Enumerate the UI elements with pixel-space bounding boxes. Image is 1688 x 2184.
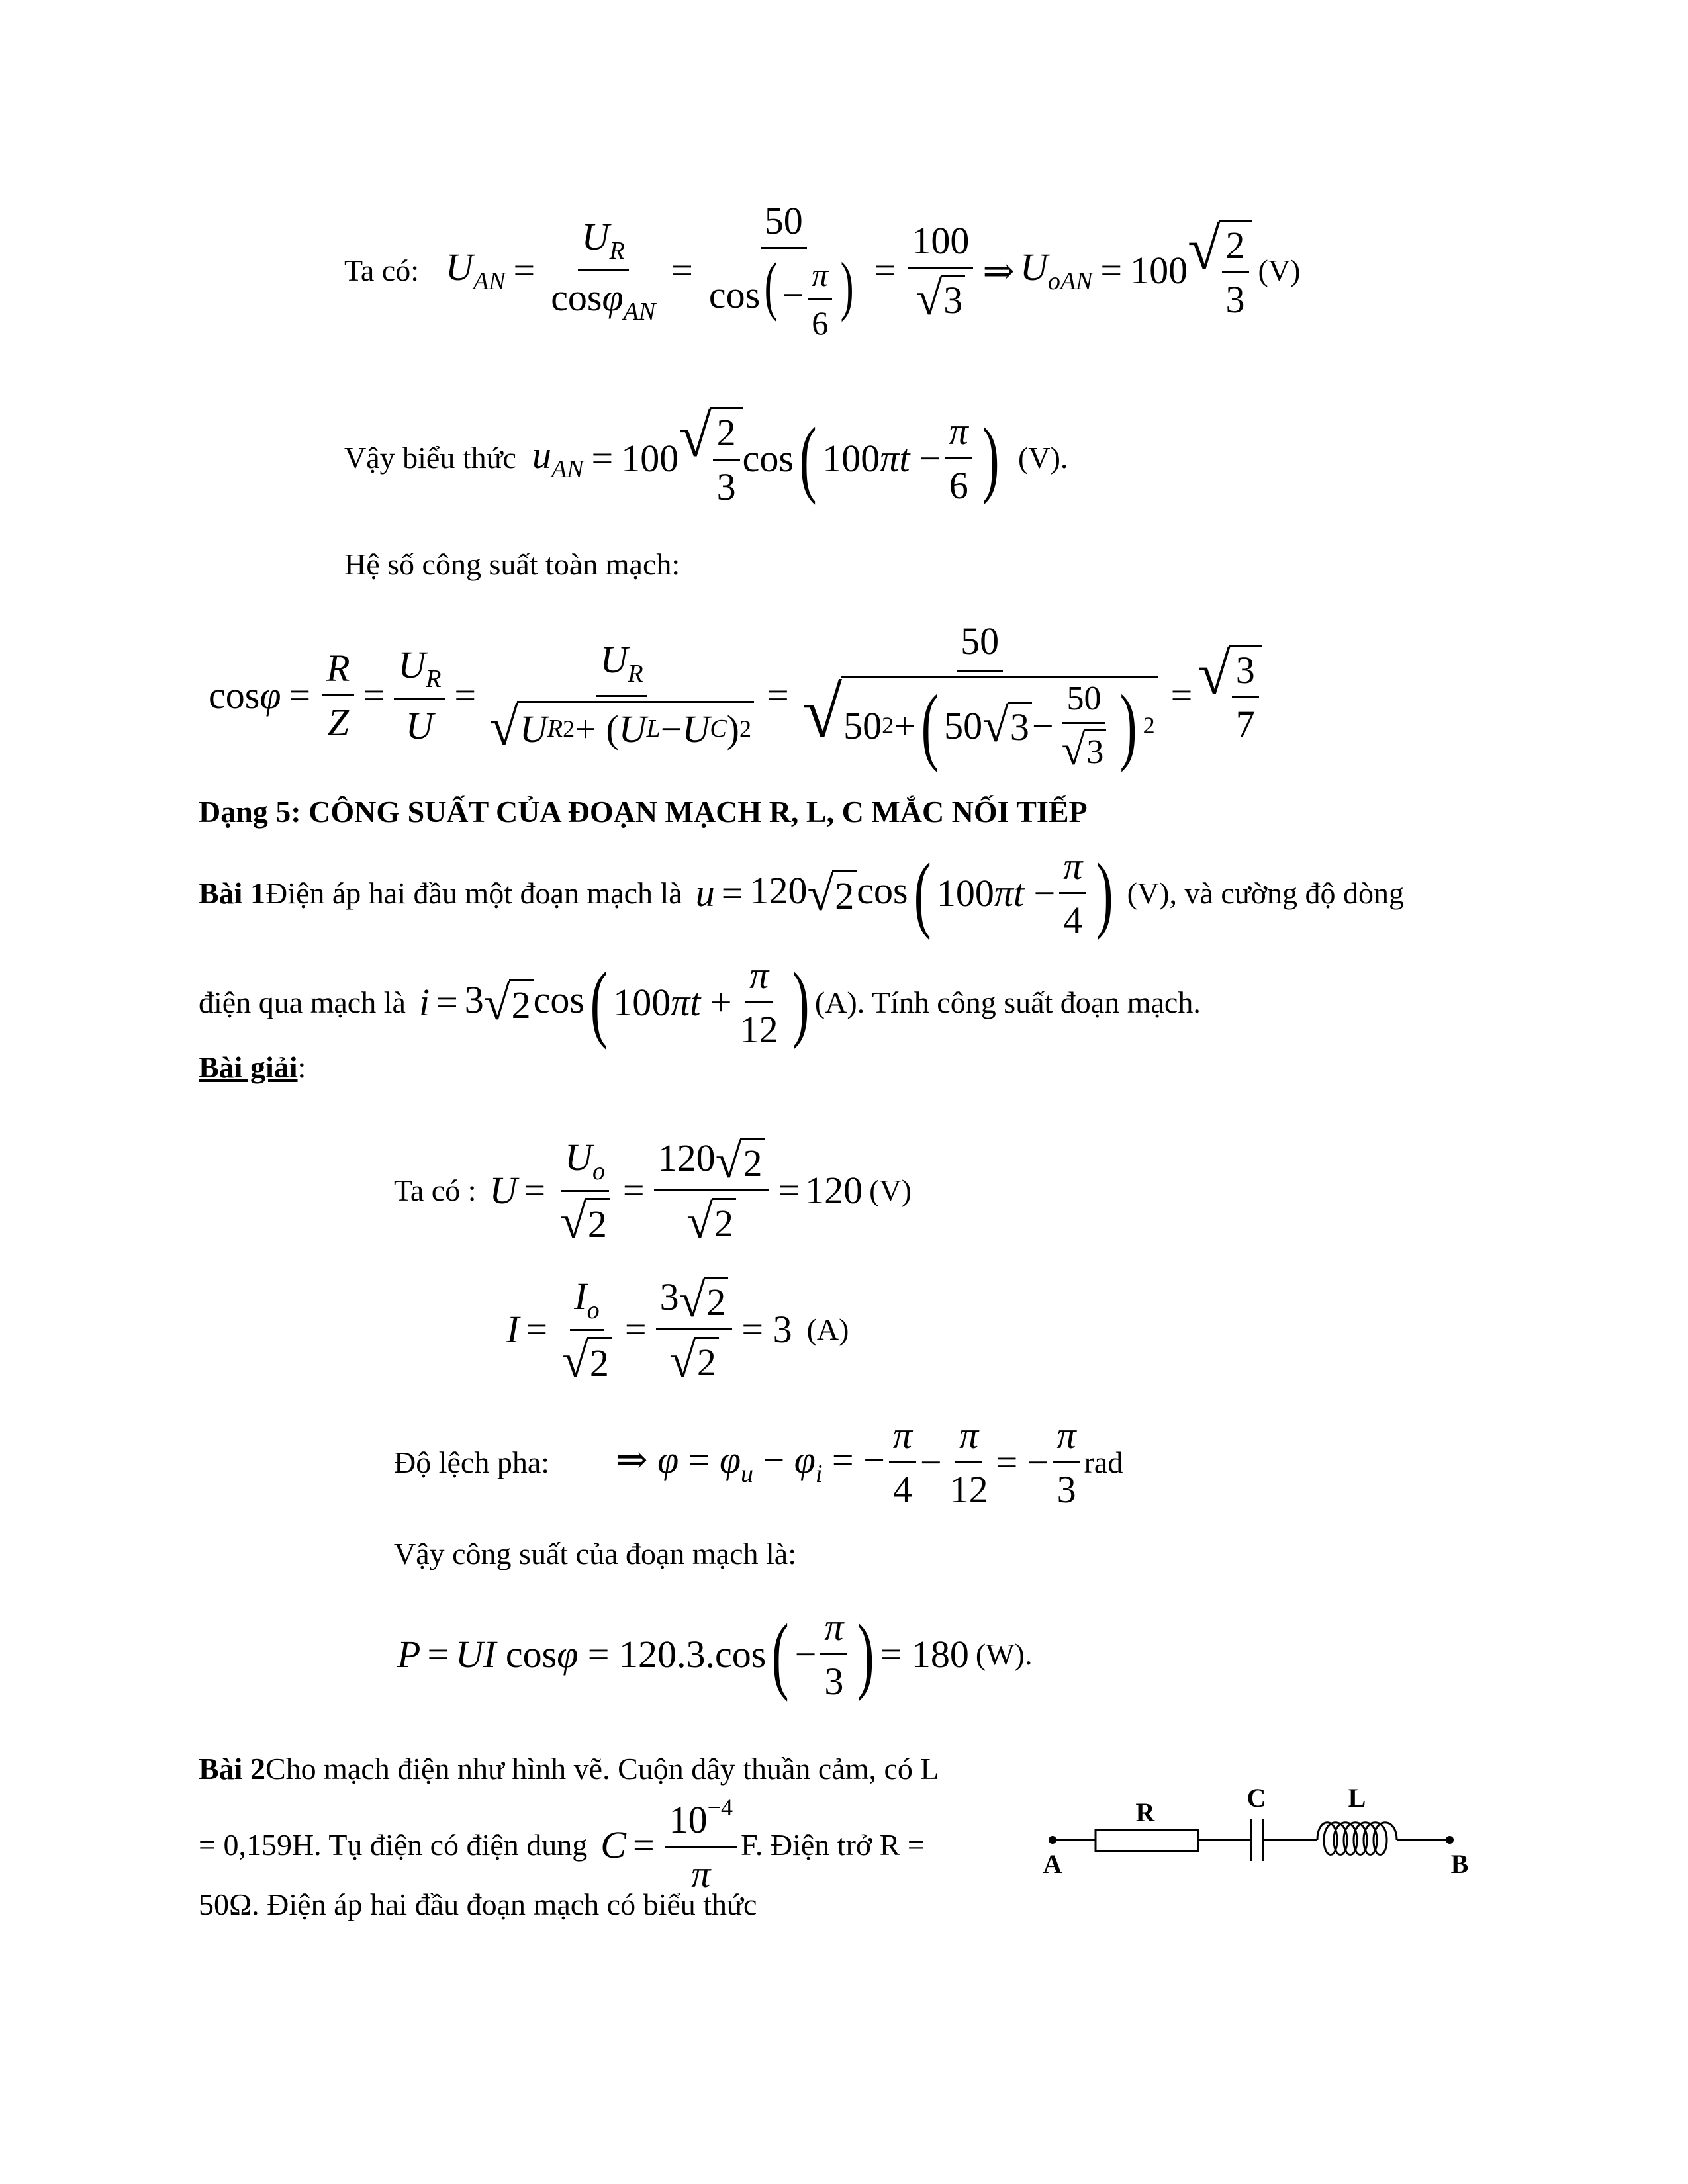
fraction: $\frac{R}{Z}$	[322, 646, 353, 745]
eq-uan-expr: Vậy biểu thức $u_{AN}$ = 100 √ $\frac{2}{3}$ cos ( 100πt − $\frac{\pi}{6}$ ) (V).	[344, 404, 1068, 508]
bai2-line1: Bài 2 Cho mạch điện như hình vẽ. Cuộn dây thuần cảm, có L	[199, 1752, 939, 1786]
fraction: $\frac{\pi}{4}$	[889, 1413, 916, 1512]
fraction: $\frac{\pi}{6}$	[945, 409, 972, 508]
eq-uan: Ta có: $U_{AN}$ = $\frac{U_R}{\cos\varphi_{AN}}$ = 50 cos( − $\frac{\pi}{6}$ ) = 100 √ 3 ⇒ $U_{oAN}$ = 100 √ $\frac{2}{3}$ (V)	[344, 199, 1301, 342]
he-so-label: Hệ số công suất toàn mạch:	[344, 547, 680, 581]
label-b: B	[1450, 1849, 1469, 1879]
fraction: $U_o$ √ 2	[556, 1135, 614, 1246]
fraction: $\frac{U_R}{\cos\varphi_{AN}}$	[551, 215, 656, 326]
label-a: A	[1043, 1849, 1062, 1879]
terminal-b	[1446, 1836, 1454, 1844]
label-l: L	[1348, 1783, 1366, 1813]
eq-cos-phi: cosφ = $\frac{R}{Z}$ = $\frac{U_R}{U}$ = $U_R$ √ U R 2 + ( U L − U C ) 2 = 50 √ 50 2 + ( 50 √ 3 − 50 √ 3 ) 2 = √ $\frac{3}{7}$	[209, 619, 1262, 772]
ta-co-label: Ta có:	[344, 253, 420, 287]
eq-power: P = UI cosφ = 120.3.cos ( − $\frac{\pi}{3}$ ) = 180 (W).	[397, 1606, 1033, 1703]
fraction: $\frac{\pi}{12}$	[739, 954, 778, 1051]
eq-u: Ta có : U = $U_o$ √ 2 = 120 √ 2 √ 2 = 120 (V)	[394, 1134, 912, 1249]
fraction: 3 √ 2 √ 2	[656, 1275, 733, 1385]
circuit-diagram	[1039, 1780, 1503, 1886]
eq-i: I = $I_o$ √ 2 = 3 √ 2 √ 2 = 3 (A)	[506, 1273, 849, 1388]
section-heading: Dạng 5: CÔNG SUẤT CỦA ĐOẠN MẠCH R, L, C MẮC NỐI TIẾP	[199, 795, 1088, 829]
inductor-coil	[1317, 1823, 1397, 1855]
fraction: $\frac{\pi}{3}$	[820, 1605, 847, 1704]
fraction: 50 √ 50 2 + ( 50 √ 3 − 50 √ 3 ) 2	[798, 619, 1162, 772]
fraction: 100 √ 3	[908, 218, 973, 323]
fraction: $U_R$ √ U R 2 + ( U L − U C ) 2	[485, 637, 758, 754]
power-label: Vậy công suất của đoạn mạch là:	[394, 1537, 796, 1570]
resistor	[1096, 1830, 1198, 1851]
fraction: $\frac{U_R}{U}$	[394, 643, 445, 748]
bai1-line1: Bài 1 Điện áp hai đầu một đoạn mạch là u = 120 √ 2 cos ( 100πt − $\frac{\pi}{4}$ ) (V), và cường độ dòng	[199, 844, 1405, 942]
label-r: R	[1135, 1797, 1155, 1827]
fraction: 120 √ 2 √ 2	[654, 1136, 769, 1246]
fraction: $\frac{\pi}{3}$	[1053, 1413, 1080, 1512]
bai2-line2: = 0,159H. Tụ điện có điện dung C = $\frac{10^{-4}}{\pi}$ F. Điện trở R =	[199, 1794, 925, 1895]
fraction: $I_o$ √ 2	[558, 1274, 616, 1385]
bai1-line2: điện qua mạch là i = 3 √ 2 cos ( 100πt + $\frac{\pi}{12}$ ) (A). Tính công suất đoạn mạch.	[199, 954, 1201, 1051]
label-c: C	[1246, 1783, 1266, 1813]
eq-phase: Độ lệch pha: ⇒ $\varphi = \varphi_u - \varphi_i$ = − $\frac{\pi}{4}$ − $\frac{\pi}{12}$ = − $\frac{\pi}{3}$ rad	[394, 1414, 1123, 1511]
bai2-line3: 50Ω. Điện áp hai đầu đoạn mạch có biểu thức	[199, 1888, 757, 1921]
fraction: $\frac{\pi}{12}$	[949, 1414, 988, 1511]
fraction: 50 cos( − $\frac{\pi}{6}$ )	[708, 199, 854, 342]
fraction: $\frac{10^{-4}}{\pi}$	[665, 1794, 737, 1896]
bai-giai: Bài giải :	[199, 1050, 306, 1084]
fraction: $\frac{\pi}{4}$	[1059, 844, 1086, 942]
